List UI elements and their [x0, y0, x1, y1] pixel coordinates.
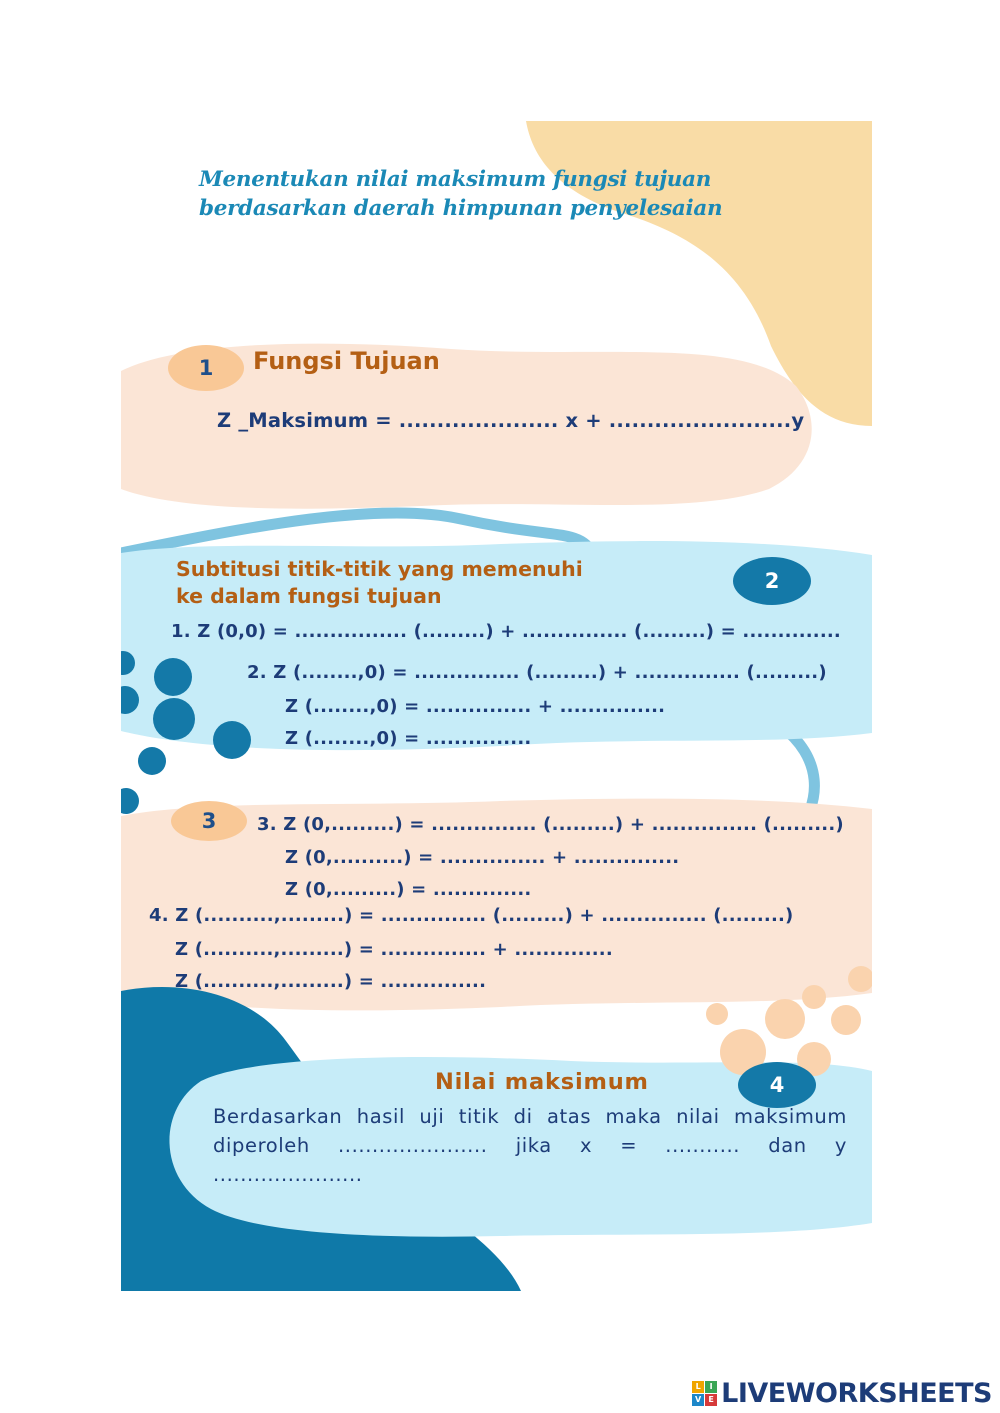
- section-2-badge: 2: [733, 557, 811, 605]
- logo-tile: L: [692, 1381, 704, 1393]
- substitution-line: Z (........,0) = ...............: [285, 728, 532, 749]
- section-4-badge: 4: [738, 1062, 816, 1108]
- substitution-line: Z (0,..........) = ............... + ...............: [285, 847, 680, 868]
- section-1-badge: 1: [168, 345, 244, 391]
- substitution-line: 4. Z (..........,.........) = ............... (.........) + ............... (.........): [149, 905, 794, 926]
- substitution-line: 1. Z (0,0) = ................ (.........) + ............... (.........) = ..............: [171, 621, 841, 642]
- logo-tile: V: [692, 1394, 704, 1406]
- section-1-heading: Fungsi Tujuan: [253, 347, 440, 375]
- conclusion-paragraph: Berdasarkan hasil uji titik di atas maka nilai maksimum diperoleh ...................... jika x = ........... dan y ......................: [213, 1105, 847, 1186]
- section-2-heading-line1: Subtitusi titik-titik yang memenuhi: [176, 557, 583, 581]
- substitution-line: Z (........,0) = ............... + ...............: [285, 696, 666, 717]
- section-3-badge: 3: [171, 801, 247, 841]
- objective-function-formula: Z _Maksimum = ..................... x + ........................y: [217, 409, 805, 432]
- substitution-line: Z (..........,.........) = ............... + ..............: [175, 939, 613, 960]
- liveworksheets-brand: [692, 1376, 992, 1410]
- section-2-heading-line2: ke dalam fungsi tujuan: [176, 584, 442, 608]
- logo-tile: E: [705, 1394, 717, 1406]
- substitution-line: 2. Z (........,0) = ............... (.........) + ............... (.........): [247, 662, 827, 683]
- brand-name: LIVEWORKSHEETS: [721, 1377, 992, 1409]
- worksheet: [121, 121, 872, 1291]
- substitution-line: Z (..........,.........) = ...............: [175, 971, 487, 992]
- section-4-heading: Nilai maksimum: [435, 1069, 649, 1095]
- substitution-line: Z (0,.........) = ..............: [285, 879, 532, 900]
- logo-tile: I: [705, 1381, 717, 1393]
- substitution-line: 3. Z (0,.........) = ............... (.........) + ............... (.........): [257, 814, 844, 835]
- liveworksheets-logo: [692, 1381, 717, 1406]
- worksheet-title: Menentukan nilai maksimum fungsi tujuan berdasarkan daerah himpunan penyelesaian: [199, 167, 723, 221]
